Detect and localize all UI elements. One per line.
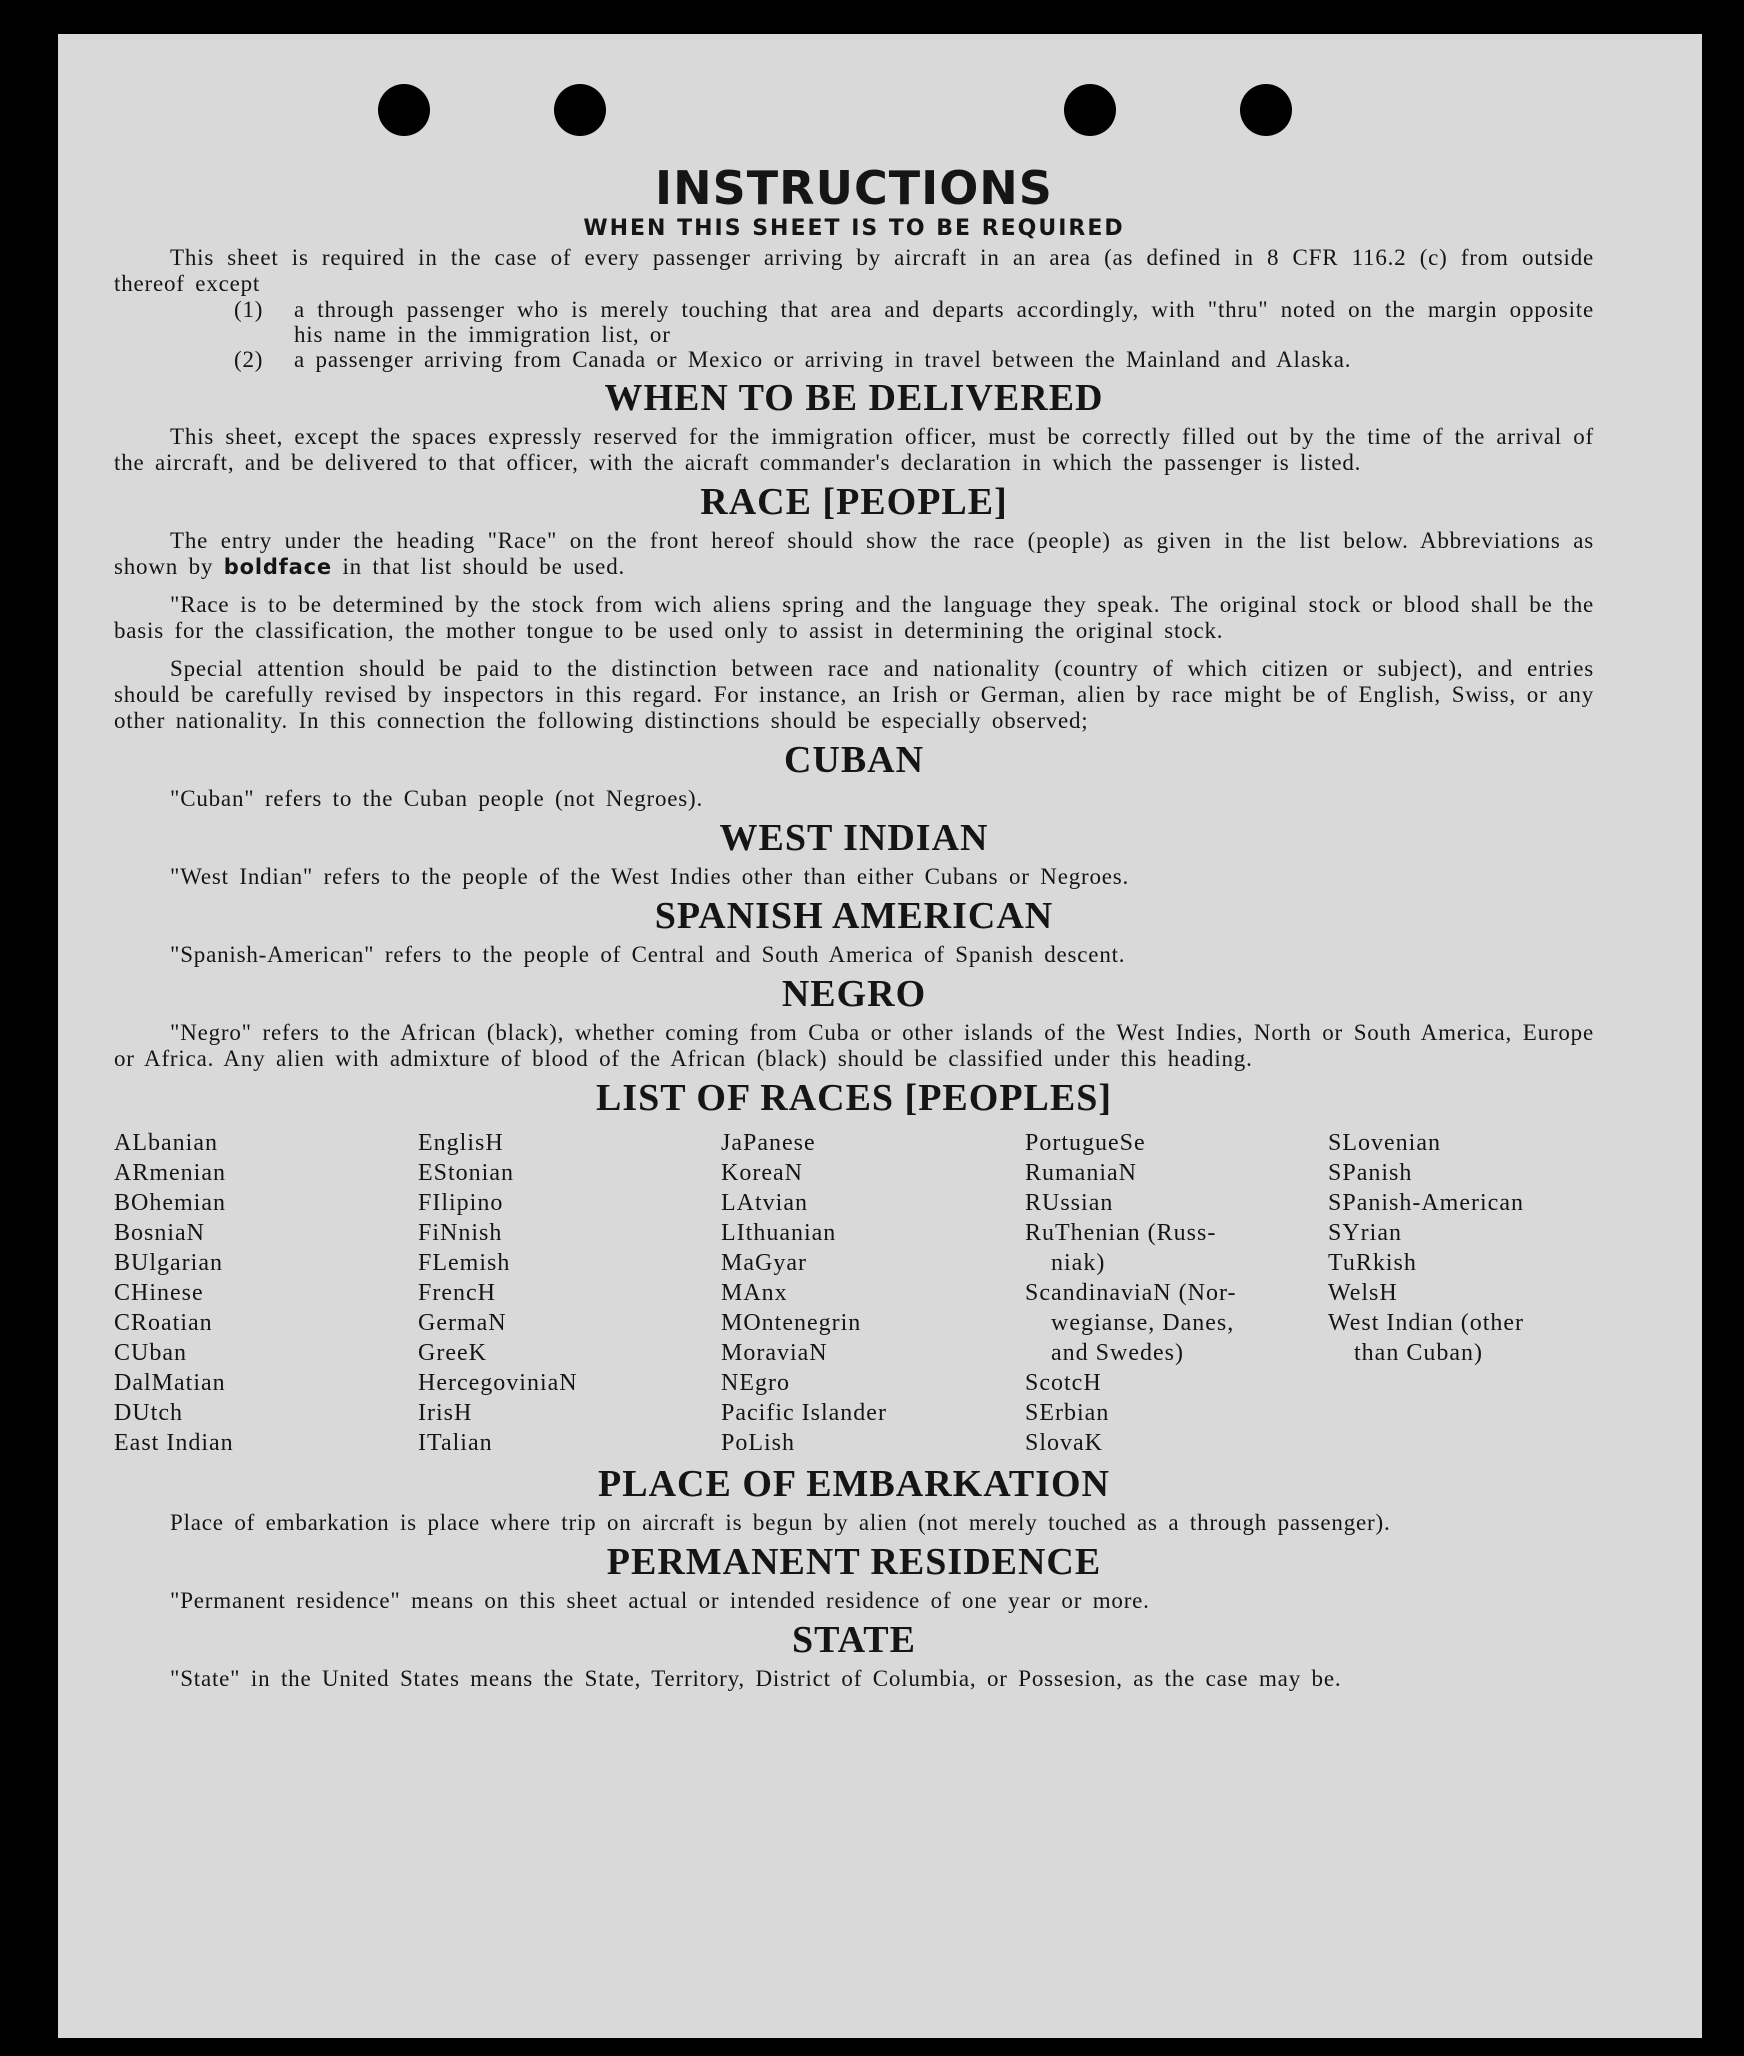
race-entry: FrencH	[418, 1280, 496, 1306]
race-entry: RumaniaN	[1025, 1160, 1137, 1186]
race-entry: BOhemian	[114, 1190, 226, 1216]
negro-paragraph: "Negro" refers to the African (black), whether coming from Cuba or other islands of the West Indies, North or South America, Europe or Africa. Any alien with admixture of blood of the African (black) should be classified under this heading.	[114, 1020, 1594, 1071]
races-column-5	[1328, 1128, 1594, 1458]
race-entry: FiNnish	[418, 1220, 503, 1246]
residence-paragraph: "Permanent residence" means on this sheet actual or intended residence of one year or more.	[170, 1588, 1150, 1613]
races-column-1	[114, 1128, 418, 1458]
race-entry: MOntenegrin	[721, 1310, 862, 1336]
cuban-paragraph: "Cuban" refers to the Cuban people (not Negroes).	[170, 786, 704, 811]
race-entry: ITalian	[418, 1430, 493, 1456]
race-entry: FLemish	[418, 1250, 511, 1276]
embarkation-paragraph: Place of embarkation is place where trip on aircraft is begun by alien (not merely touched as a through passenger).	[170, 1510, 1391, 1535]
race-entry: RUssian	[1025, 1190, 1114, 1216]
races-column-3	[721, 1128, 1025, 1458]
race-entry: SlovaK	[1025, 1430, 1103, 1456]
race-entry: SPanish	[1328, 1160, 1413, 1186]
race-entry: Pacific Islander	[721, 1400, 887, 1426]
races-column-4	[1025, 1128, 1328, 1458]
exception-text: a through passenger who is merely touching that area and departs accordingly, with "thru" noted on the margin opposite his name in the immigration list, or	[294, 297, 1594, 347]
race-entry: ALbanian	[114, 1130, 218, 1156]
race-entry: MAnx	[721, 1280, 788, 1306]
race-entry: RuThenian (Russ-	[1025, 1220, 1217, 1246]
race-entry: EStonian	[418, 1160, 514, 1186]
intro-paragraph: This sheet is required in the case of every passenger arriving by aircraft in an area (as defined in 8 CFR 116.2 (c) from outside thereof except	[114, 245, 1594, 296]
west-indian-paragraph: "West Indian" refers to the people of the West Indies other than either Cubans or Negroes.	[170, 864, 1130, 889]
punch-hole	[378, 84, 430, 136]
race-entry: JaPanese	[721, 1130, 816, 1156]
embarkation-heading: PLACE OF EMBARKATION	[598, 1463, 1110, 1505]
delivered-paragraph: This sheet, except the spaces expressly reserved for the immigration officer, must be correctly filled out by the time of the arrival of the aircraft, and be delivered to that officer, with the aicraft commander's declaration in which the passenger is listed.	[114, 424, 1594, 475]
race-paragraph-1: The entry under the heading "Race" on the front hereof should show the race (people) as given in the list below. Abbreviations as shown by boldface in that list should be used.	[114, 528, 1594, 579]
race-entry: ScandinaviaN (Nor-	[1025, 1280, 1237, 1306]
race-entry: MoraviaN	[721, 1340, 828, 1366]
exception-item	[234, 297, 1594, 347]
page-title: INSTRUCTIONS	[655, 161, 1053, 215]
exception-number: (1)	[234, 297, 264, 322]
race-entry: TuRkish	[1328, 1250, 1417, 1276]
race-entry: CUban	[114, 1340, 187, 1366]
delivered-heading: WHEN TO BE DELIVERED	[604, 377, 1104, 419]
race-entry: SPanish-American	[1328, 1190, 1524, 1216]
race-entry: ScotcH	[1025, 1370, 1102, 1396]
document-sheet	[58, 34, 1702, 2038]
race-entry: BosniaN	[114, 1220, 205, 1246]
race-entry: ARmenian	[114, 1160, 226, 1186]
race-entry: West Indian (other	[1328, 1310, 1525, 1336]
race-entry: CRoatian	[114, 1310, 213, 1336]
cuban-heading: CUBAN	[783, 739, 925, 781]
races-column-2	[418, 1128, 721, 1458]
race-entry: SYrian	[1328, 1220, 1402, 1246]
west-indian-heading: WEST INDIAN	[719, 817, 989, 859]
race-entry: LIthuanian	[721, 1220, 837, 1246]
race-entry: LAtvian	[721, 1190, 808, 1216]
races-list	[114, 1128, 1594, 1458]
races-list-heading: LIST OF RACES [PEOPLES]	[595, 1077, 1113, 1119]
boldface-word: boldface	[223, 555, 332, 579]
race-entry: PortugueSe	[1025, 1130, 1146, 1156]
race-entry: BUlgarian	[114, 1250, 223, 1276]
race-entry: IrisH	[418, 1400, 473, 1426]
punch-hole	[554, 84, 606, 136]
race-entry: EnglisH	[418, 1130, 504, 1156]
race-entry: FIlipino	[418, 1190, 504, 1216]
residence-heading: PERMANENT RESIDENCE	[606, 1541, 1102, 1583]
race-entry: MaGyar	[721, 1250, 807, 1276]
race-entry: HercegoviniaN	[418, 1370, 578, 1396]
negro-heading: NEGRO	[781, 973, 927, 1015]
race-entry: NEgro	[721, 1370, 790, 1396]
state-heading: STATE	[792, 1619, 916, 1661]
race-paragraph-2: "Race is to be determined by the stock from wich aliens spring and the language they speak. The original stock or blood shall be the basis for the classification, the mother tongue to be used only to assist in determining the original stock.	[114, 592, 1594, 643]
race-entry: DalMatian	[114, 1370, 226, 1396]
race-entry: CHinese	[114, 1280, 204, 1306]
spanish-american-paragraph: "Spanish-American" refers to the people of Central and South America of Spanish descent.	[170, 942, 1126, 967]
state-paragraph: "State" in the United States means the State, Territory, District of Columbia, or Possesion, as the case may be.	[170, 1666, 1342, 1691]
race-heading: RACE [PEOPLE]	[700, 481, 1008, 523]
race-entry: East Indian	[114, 1430, 234, 1456]
exceptions-list	[114, 297, 1594, 372]
exception-item	[234, 347, 1594, 372]
instructions-content	[114, 162, 1594, 1692]
race-entry: SErbian	[1025, 1400, 1110, 1426]
punch-hole	[1064, 84, 1116, 136]
race-entry: and Swedes)	[1051, 1340, 1184, 1366]
exception-number: (2)	[234, 347, 264, 372]
race-paragraph-3: Special attention should be paid to the distinction between race and nationality (country of which citizen or subject), and entries should be carefully revised by inspectors in this regard. For instance, an Irish or German, alien by race might be of English, Swiss, or any other nationality. In this connection the following distinctions should be especially observed;	[114, 656, 1594, 733]
race-entry: GermaN	[418, 1310, 507, 1336]
page-subtitle: WHEN THIS SHEET IS TO BE REQUIRED	[583, 216, 1125, 241]
punch-hole	[1240, 84, 1292, 136]
race-entry: SLovenian	[1328, 1130, 1441, 1156]
race-entry: DUtch	[114, 1400, 183, 1426]
race-entry: PoLish	[721, 1430, 796, 1456]
race-entry: niak)	[1051, 1250, 1106, 1276]
race-entry: wegianse, Danes,	[1051, 1310, 1235, 1336]
race-entry: KoreaN	[721, 1160, 803, 1186]
race-entry: WelsH	[1328, 1280, 1398, 1306]
race-entry: than Cuban)	[1354, 1340, 1483, 1366]
race-entry: GreeK	[418, 1340, 487, 1366]
spanish-american-heading: SPANISH AMERICAN	[654, 895, 1054, 937]
exception-text: a passenger arriving from Canada or Mexico or arriving in travel between the Mainland and Alaska.	[294, 347, 1352, 372]
